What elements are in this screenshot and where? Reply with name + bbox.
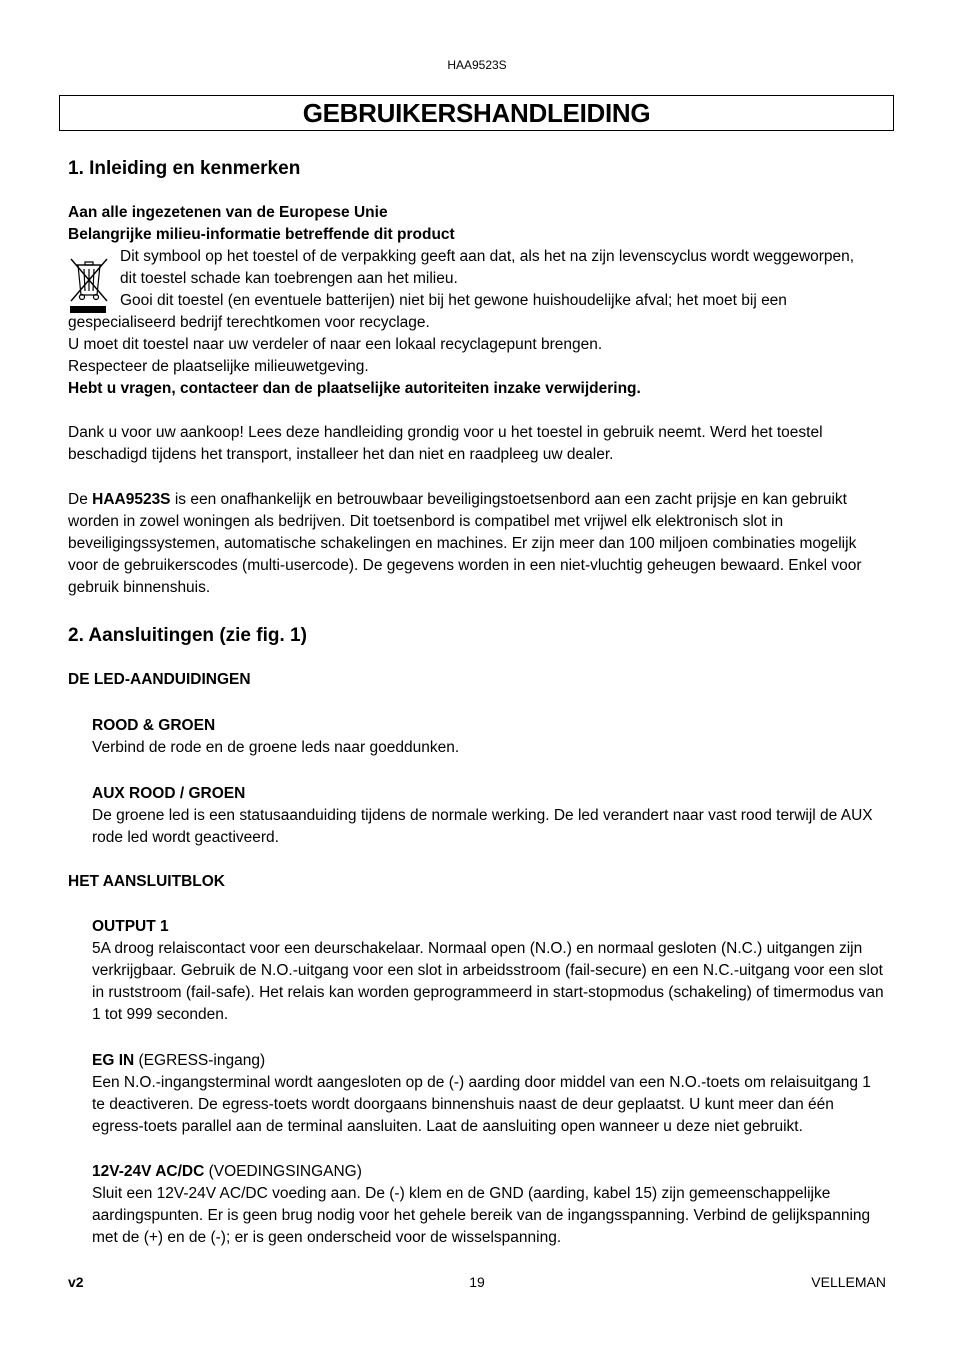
model-header: HAA9523S (447, 58, 507, 72)
thanks-paragraph: Dank u voor uw aankoop! Lees deze handleiding grondig voor u het toestel in gebruik neemt. Werd het toestel beschadigd tijdens het transport, installeer het dan niet en raadpleeg uw dealer. (68, 424, 823, 463)
egin-sub: (EGRESS-ingang) (134, 1052, 266, 1069)
power-title: 12V-24V AC/DC (92, 1163, 205, 1180)
led-heading: DE LED-AANDUIDINGEN (68, 671, 251, 688)
power-title-line (92, 1161, 888, 1183)
power-sub: (VOEDINGSINGANG) (204, 1163, 362, 1180)
questions-line: Hebt u vragen, contacteer dan de plaatselijke autoriteiten inzake verwijdering. (68, 380, 641, 397)
desc-rest: is een onafhankelijk en betrouwbaar beveiligingstoetsenbord aan een zacht prijsje en kan gebruikt worden in zowel woningen als bedrijven. Dit toetsenbord is compatibel met vrijwel elk elektronisch slot in beveiligingssystemen, automatische schakelingen en machines. Er zijn meer dan 100 miljoen combinaties mogelijk voor de gebruikerscodes (multi-usercode). De gegevens worden in een niet-vluchtig geheugen bewaard. Enkel voor gebruik binnenshuis. (68, 491, 862, 596)
output1-text: 5A droog relaiscontact voor een deurschakelaar. Normaal open (N.O.) en normaal gesloten (N.C.) uitgangen zijn verkrijgbaar. Gebruik de N.O.-uitgang voor een slot in arbeidsstroom (fail-secure) en een N.C.-uitgang voor een slot in ruststroom (fail-safe). Het relais kan worden geprogrammeerd in start-stopmodus (schakeling) of timermodus van 1 tot 999 seconden. (92, 940, 884, 1023)
eu-line2: Belangrijke milieu-informatie betreffende dit product (68, 226, 455, 243)
footer-brand: VELLEMAN (811, 1274, 886, 1290)
respect-line: Respecteer de plaatselijke milieuwetgeving. (68, 358, 369, 375)
aux-text: De groene led is een statusaanduiding tijdens de normale werking. De led verandert naar vast rood terwijl de AUX rode led wordt geactiveerd. (92, 807, 873, 846)
return-line: U moet dit toestel naar uw verdeler of naar een lokaal recyclagepunt brengen. (68, 336, 603, 353)
egin-title: EG IN (92, 1052, 135, 1069)
aux-title: AUX ROOD / GROEN (92, 785, 246, 802)
desc-prefix: De (68, 491, 93, 508)
section2-heading: 2. Aansluitingen (zie fig. 1) (68, 625, 307, 646)
red-green-text: Verbind de rode en de groene leds naar goeddunken. (92, 739, 460, 756)
title-box (59, 95, 894, 131)
weee-text1b: dit toestel schade kan toebrengen aan het milieu. (120, 270, 458, 287)
weee-bin-icon (68, 253, 110, 315)
eu-line1: Aan alle ingezetenen van de Europese Unie (68, 204, 388, 221)
power-text: Sluit een 12V-24V AC/DC voeding aan. De (-) klem en de GND (aarding, kabel 15) zijn gemeenschappelijke aardingspunten. Er is geen brug nodig voor het gehele bereik van de ingangsspanning. Verbind de gelijkspanning met de (+) en de (-); er is geen onderscheid voor de wisselspanning. (92, 1185, 871, 1246)
egin-text: Een N.O.-ingangsterminal wordt aangesloten op de (-) aarding door middel van een N.O.-toets om relaisuitgang 1 te deactiveren. De egress-toets wordt doorgaans binnenshuis naast de deur geplaatst. U kunt meer dan één egress-toets parallel aan de terminal aansluiten. Laat de aansluiting open wanneer u deze niet gebruikt. (92, 1074, 871, 1135)
terminal-heading: HET AANSLUITBLOK (68, 873, 225, 890)
section1-heading: 1. Inleiding en kenmerken (68, 158, 301, 179)
weee-text1a: Dit symbool op het toestel of de verpakking geeft aan dat, als het na zijn levenscyclus wordt weggeworpen, (120, 248, 855, 265)
footer-version: v2 (68, 1274, 84, 1290)
description-paragraph (68, 489, 888, 599)
egin-title-line (92, 1050, 888, 1072)
page-title: GEBRUIKERSHANDLEIDING (302, 98, 651, 128)
output1-title: OUTPUT 1 (92, 918, 169, 935)
red-green-title: ROOD & GROEN (92, 717, 216, 734)
weee-text2b: gespecialiseerd bedrijf terechtkomen voor recyclage. (68, 314, 430, 331)
footer-page-number: 19 (469, 1274, 485, 1290)
weee-text2a: Gooi dit toestel (en eventuele batterijen) niet bij het gewone huishoudelijke afval; het moet bij een (120, 292, 787, 309)
desc-model: HAA9523S (92, 491, 171, 508)
